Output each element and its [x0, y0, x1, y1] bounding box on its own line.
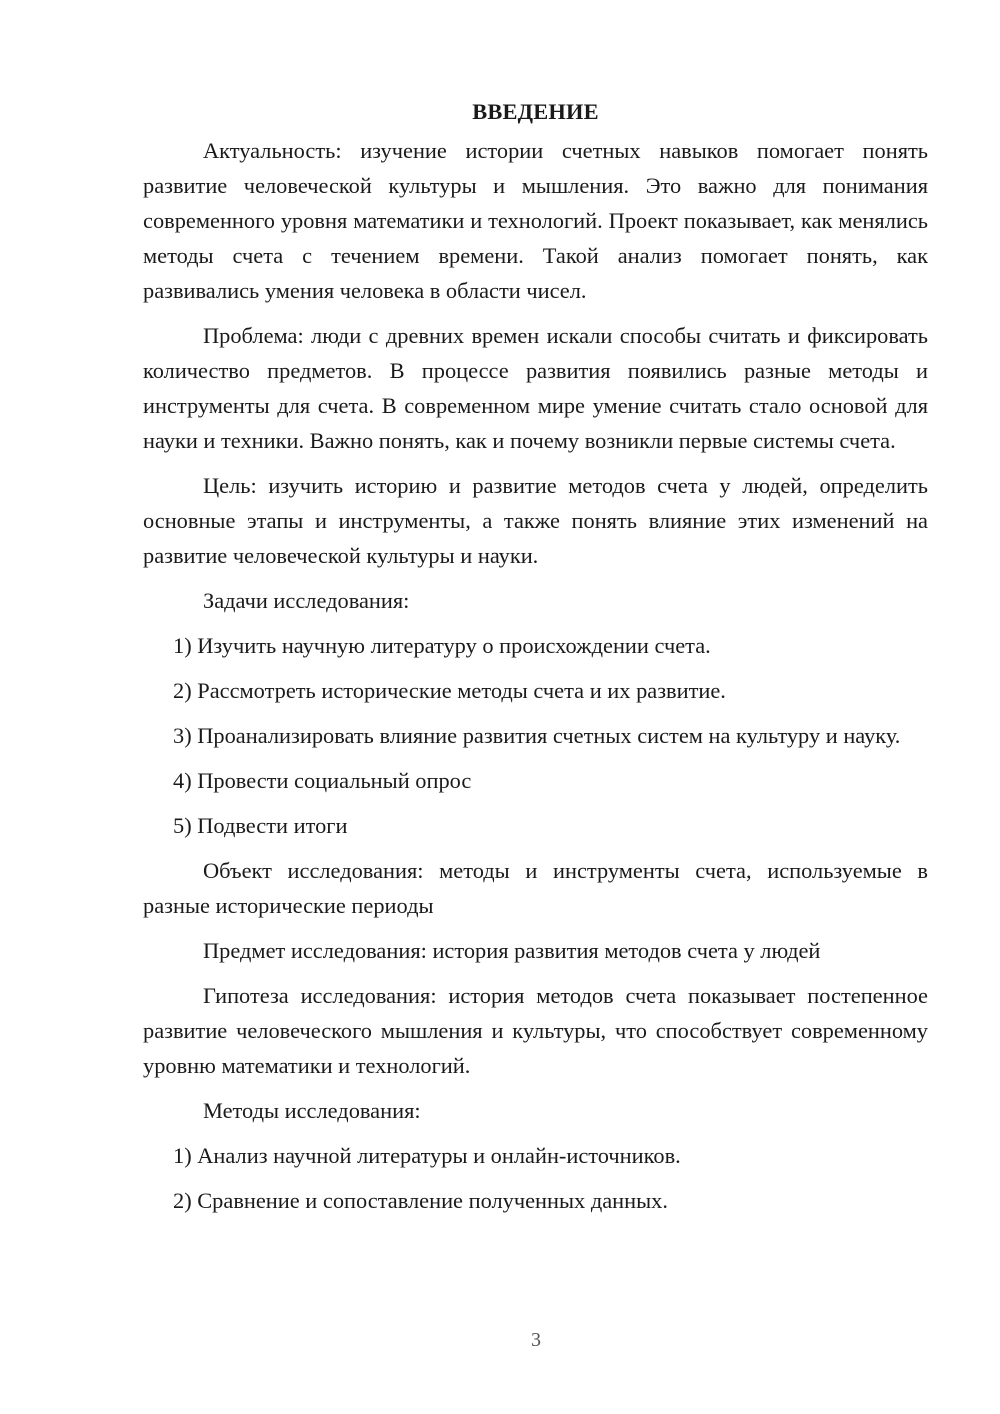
tasks-heading: Задачи исследования: [203, 588, 410, 613]
task-item: 3) Проанализировать влияние развития счетных систем на культуру и науку. [173, 723, 901, 748]
page-number: 3 [531, 1329, 541, 1351]
object-paragraph: Объект исследования: методы и инструменты счета, используемые в разные исторические периоды [143, 858, 928, 918]
task-item: 1) Изучить научную литературу о происхождении счета. [173, 633, 711, 658]
page-content [143, 94, 928, 1228]
method-item: 1) Анализ научной литературы и онлайн-источников. [173, 1143, 681, 1168]
methods-heading: Методы исследования: [203, 1098, 421, 1123]
relevance-paragraph: Актуальность: изучение истории счетных навыков помогает понять развитие человеческой культуры и мышления. Это важно для понимания современного уровня математики и технологий. Проект показывает, как менялись методы счета с течением времени. Такой анализ помогает понять, как развивались умения человека в области чисел. [143, 138, 928, 303]
section-title: ВВЕДЕНИЕ [472, 99, 599, 124]
task-item: 5) Подвести итоги [173, 813, 348, 838]
hypothesis-paragraph: Гипотеза исследования: история методов счета показывает постепенное развитие человеческого мышления и культуры, что способствует современному уровню математики и технологий. [143, 983, 928, 1078]
problem-paragraph: Проблема: люди с древних времен искали способы считать и фиксировать количество предметов. В процессе развития появились разные методы и инструменты для счета. В современном мире умение считать стало основой для науки и техники. Важно понять, как и почему возникли первые системы счета. [143, 323, 928, 453]
task-item: 2) Рассмотреть исторические методы счета и их развитие. [173, 678, 726, 703]
task-item: 4) Провести социальный опрос [173, 768, 472, 793]
subject-paragraph: Предмет исследования: история развития методов счета у людей [203, 938, 821, 963]
method-item: 2) Сравнение и сопоставление полученных данных. [173, 1188, 668, 1213]
goal-paragraph: Цель: изучить историю и развитие методов счета у людей, определить основные этапы и инструменты, а также понять влияние этих изменений на развитие человеческой культуры и науки. [143, 473, 928, 568]
